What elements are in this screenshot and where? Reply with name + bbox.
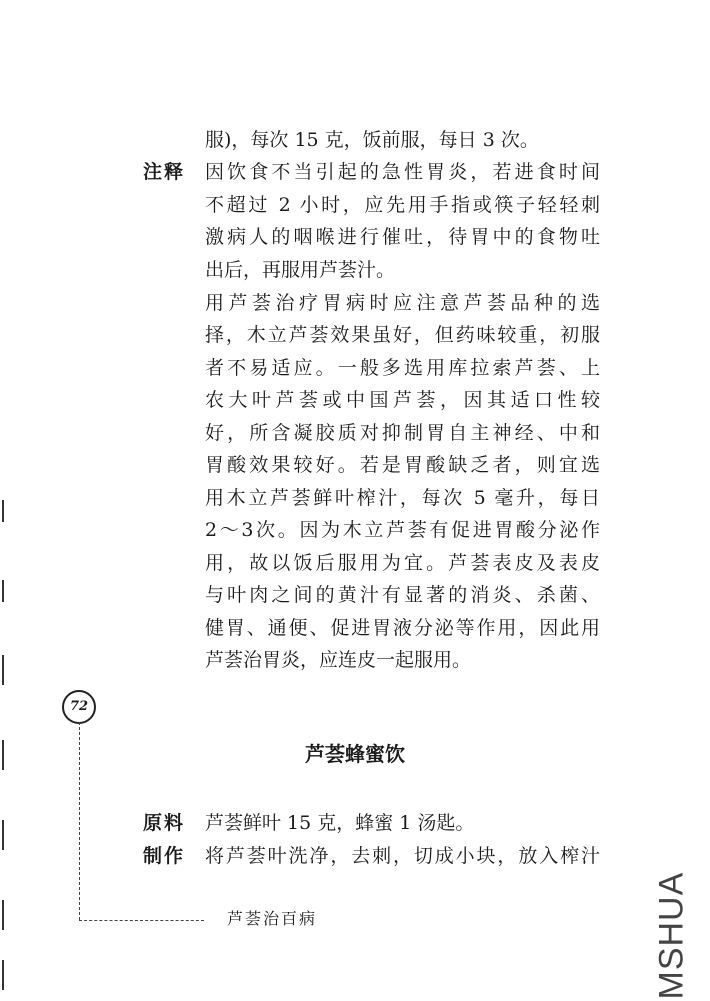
note-line: 择，木立芦荟效果虽好，但药味较重，初服 [205,324,600,346]
scan-edge-mark [2,900,4,930]
note-line: 用木立芦荟鲜叶榨汁，每次 5 毫升，每日 [205,487,600,509]
note-line: 者不易适应。一般多选用库拉索芦荟、上 [205,357,600,379]
note-line: 好，所含凝胶质对抑制胃自主神经、中和 [205,422,600,444]
note-line: 激病人的咽喉进行催吐，待胃中的食物吐 [205,226,600,248]
scan-edge-mark [2,960,4,990]
footer-book-title: 芦荟治百病 [227,909,318,928]
note-line: 用，故以饭后服用为宜。芦荟表皮及表皮 [205,552,600,574]
ingredients-label: 原料 [143,812,186,834]
note-label: 注释 [143,161,186,183]
top-line: 服)，每次 15 克，饭前服，每日 3 次。 [205,129,539,151]
note-line: 出后，再服用芦荟汁。 [205,259,396,281]
note-line: 农大叶芦荟或中国芦荟，因其适口性较 [205,389,600,411]
scan-edge-mark [2,655,4,685]
scan-edge-mark [2,500,4,522]
scan-edge-mark [2,580,4,602]
note-line: 健胃、通便、促进胃液分泌等作用，因此用 [205,617,600,639]
note-line: 因饮食不当引起的急性胃炎，若进食时间 [205,161,600,183]
watermark: MSHUA [652,871,691,1000]
ingredients-text: 芦荟鲜叶 15 克，蜂蜜 1 汤匙。 [205,812,475,834]
scan-edge-mark [2,820,4,850]
note-line: 用芦荟治疗胃病时应注意芦荟品种的选 [205,292,600,314]
note-line: 与叶肉之间的黄汁有显著的消炎、杀菌、 [205,584,600,606]
method-text: 将芦荟叶洗净，去刺，切成小块，放入榨汁 [205,845,600,867]
note-line: 2～3次。因为木立芦荟有促进胃酸分泌作 [205,519,600,541]
note-line: 芦荟治胃炎，应连皮一起服用。 [205,649,472,671]
note-line: 不超过 2 小时，应先用手指或筷子轻轻刺 [205,194,600,216]
page-number-badge: 72 [62,690,96,724]
margin-horizontal-rule [79,920,204,921]
method-label: 制作 [143,845,186,867]
recipe-title: 芦荟蜂蜜饮 [305,742,405,766]
note-line: 胃酸效果较好。若是胃酸缺乏者，则宜选 [205,454,600,476]
scan-edge-mark [2,740,4,770]
